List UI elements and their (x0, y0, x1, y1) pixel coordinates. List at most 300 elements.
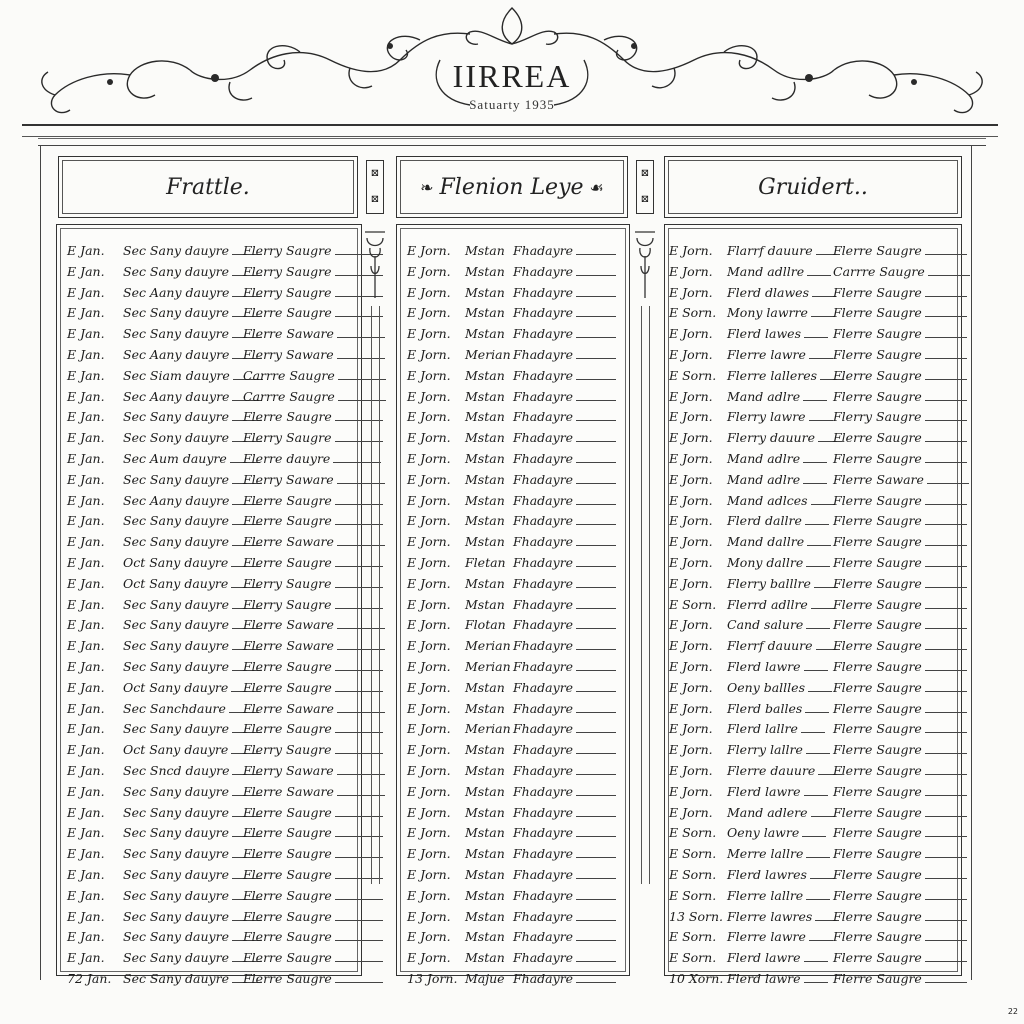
ledger-row (57, 680, 361, 700)
ledger-entry: Mstan (465, 284, 505, 300)
ledger-note: Fhadayre (513, 617, 616, 632)
ledger-entry: Sec Sany dauyre (123, 264, 262, 279)
ledger-note: Fhadayre (513, 576, 616, 591)
ledger-row (57, 513, 361, 533)
ledger-entry: Sec Sany dauyre (123, 659, 262, 674)
ledger-note: Flerre Saugre (833, 659, 967, 674)
ledger-row (665, 451, 961, 471)
ledger-note: Fhadayre (513, 472, 616, 487)
ledger-date: E Jorn. (407, 721, 451, 737)
ledger-entry: Flerre lalleres (727, 368, 844, 383)
ledger-date: E Jan. (67, 555, 105, 570)
ledger-row (397, 680, 629, 700)
ledger-entry: Sec Sany dauyre (123, 846, 262, 861)
ledger-row (57, 825, 361, 845)
page-subtitle: Satuarty 1935 (469, 97, 555, 112)
ledger-date: E Sorn. (669, 929, 717, 945)
ledger-date: E Jan. (67, 783, 105, 799)
ledger-entry: Mstan (465, 534, 505, 550)
ledger-entry: Flerd lawes (727, 326, 828, 341)
ledger-row (397, 285, 629, 305)
ledger-entry: Oct Sany dauyre (123, 680, 261, 695)
ledger-note: Flerre Saugre (833, 971, 967, 986)
ledger-note: Flerre Saugre (243, 493, 383, 508)
ledger-date: E Sorn. (669, 867, 717, 882)
ledger-row (665, 305, 961, 325)
ledger-note: Flerre Saugre (833, 368, 967, 383)
ledger-entry: Oct Sany dauyre (123, 555, 261, 570)
ledger-entry: Mstan (465, 305, 505, 321)
ledger-row (665, 846, 961, 866)
ledger-entry: Flerre lawre (727, 929, 833, 944)
ledger-date: E Jan. (67, 679, 105, 695)
ledger-entry: Mstan (465, 430, 505, 446)
page-number: 22 (1007, 1007, 1018, 1016)
ledger-date: E Sorn. (669, 305, 717, 321)
ledger-row (57, 971, 361, 991)
ledger-date: E Jan. (67, 721, 105, 737)
ledger-note: Flerry Saugre (243, 285, 383, 300)
ledger-date: E Jan. (67, 950, 105, 966)
ledger-note: Fhadayre (513, 763, 616, 778)
ledger-row (665, 347, 961, 367)
ledger-date: E Jorn. (407, 367, 451, 383)
ledger-row (57, 305, 361, 325)
ledger-row (57, 638, 361, 658)
ledger-date: E Jan. (67, 326, 105, 342)
ledger-date: E Jorn. (407, 263, 451, 279)
ledger-date: E Jan. (67, 347, 105, 362)
ledger-entry: Sec Sany dauyre (123, 805, 262, 820)
flourish-left-icon: ❧ (420, 177, 434, 197)
ledger-row (57, 950, 361, 970)
ledger-note: Fhadayre (513, 326, 616, 341)
ledger-entry: Mand adlre (727, 451, 827, 466)
ledger-date: E Jorn. (407, 471, 451, 487)
ledger-date: E Jorn. (407, 908, 451, 924)
ledger-row (665, 971, 961, 991)
ledger-note: Flerry Saware (243, 472, 385, 487)
ledger-entry: Sec Sany dauyre (123, 597, 262, 612)
ledger-entry: Majue (465, 971, 505, 986)
ledger-date: E Jorn. (407, 783, 451, 799)
ledger-note: Flerre Saugre (833, 805, 967, 820)
ledger-row (397, 472, 629, 492)
ledger-row (397, 659, 629, 679)
ledger-note: Fhadayre (513, 409, 616, 424)
ledger-row (397, 721, 629, 741)
ledger-row (397, 825, 629, 845)
ledger-row (57, 929, 361, 949)
ledger-note: Flerre Saugre (243, 909, 383, 924)
ledger-date: E Jorn. (407, 326, 451, 342)
ledger-note: Flerre Saugre (833, 555, 967, 570)
ledger-note: Flerre Saugre (243, 305, 383, 320)
ledger-row (57, 555, 361, 575)
ledger-row (397, 576, 629, 596)
ledger-entry: Merian (465, 347, 511, 362)
ledger-date: E Jorn. (407, 679, 451, 695)
ledger-date: 13 Jorn. (407, 971, 458, 986)
ledger-entry: Mand adlre (727, 472, 827, 487)
ledger-entry: Flerd balles (727, 701, 829, 716)
ledger-note: Fhadayre (513, 451, 616, 466)
ledger-row (397, 701, 629, 721)
ledger-date: E Jorn. (407, 867, 451, 882)
ledger-entry: Mstan (465, 867, 505, 882)
ledger-note: Flerre Saugre (243, 846, 383, 861)
ledger-row (57, 472, 361, 492)
ledger-entry: Sec Sany dauyre (123, 617, 262, 632)
ledger-date: E Jorn. (669, 555, 713, 570)
ledger-entry: Flerry dauure (727, 430, 842, 445)
ledger-row (665, 701, 961, 721)
ledger-note: Flerre Saware (243, 701, 385, 716)
pillar-2 (632, 226, 658, 974)
ledger-date: E Jan. (67, 659, 105, 674)
ledger-row (397, 513, 629, 533)
ledger-date: 13 Sorn. (669, 908, 723, 924)
ledger-row (57, 763, 361, 783)
ledger-entry: Mand adlere (727, 805, 835, 820)
ledger-note: Flerre Saugre (243, 929, 383, 944)
ledger-note: Flerry Saugre (243, 597, 383, 612)
ledger-date: E Jan. (67, 846, 105, 862)
ledger-row (397, 389, 629, 409)
ledger-row (57, 888, 361, 908)
ledger-row (665, 368, 961, 388)
ledger-note: Fhadayre (513, 493, 616, 508)
ledger-row (397, 534, 629, 554)
ledger-row (665, 742, 961, 762)
ledger-note: Flerre Saugre (833, 430, 967, 445)
ledger-row (57, 534, 361, 554)
ledger-row (665, 680, 961, 700)
ledger-note: Flerre Saugre (833, 909, 967, 924)
ledger-date: E Jorn. (407, 555, 451, 570)
ledger-note: Flerre Saugre (243, 513, 383, 528)
ledger-date: 72 Jan. (67, 971, 112, 986)
ledger-entry: Flerd dallre (727, 513, 829, 528)
ledger-entry: Fletan (465, 555, 506, 570)
ledger-note: Flerre Saugre (833, 701, 967, 716)
capital-ornament-icon (362, 226, 388, 306)
ledger-row (665, 888, 961, 908)
ledger-row (397, 264, 629, 284)
ledger-date: E Jorn. (669, 388, 713, 404)
ledger-row (665, 721, 961, 741)
ledger-row (397, 493, 629, 513)
ledger-note: Fhadayre (513, 347, 616, 362)
ledger-entry: Mstan (465, 679, 505, 695)
ledger-date: E Jorn. (669, 347, 713, 362)
ledger-note: Flerre Saware (243, 326, 385, 341)
ledger-row (665, 326, 961, 346)
ledger-note: Flerre Saugre (243, 888, 383, 903)
ledger-entry: Oct Sany dauyre (123, 576, 261, 591)
ledger-date: E Jorn. (669, 534, 713, 550)
ledger-note: Flerre Saugre (243, 971, 383, 986)
ledger-entry: Flerd lawre (727, 950, 828, 965)
ledger-note: Flerre Saware (243, 534, 385, 549)
ledger-date: E Jorn. (407, 742, 451, 758)
ledger-entry: Mstan (465, 825, 505, 841)
ledger-entry: Sec Sany dauyre (123, 472, 262, 487)
ledger-row (57, 285, 361, 305)
ledger-entry: Oeny ballles (727, 680, 832, 695)
ledger-entry: Flerd lallre (727, 721, 825, 736)
ledger-note: Flerre Saugre (833, 285, 967, 300)
ledger-date: E Jan. (67, 908, 105, 924)
ledger-row (57, 493, 361, 513)
ledger-date: E Jorn. (669, 513, 713, 529)
ledger-entry: Flerre lallre (727, 888, 830, 903)
ledger-row (397, 763, 629, 783)
ledger-entry: Oeny lawre (727, 825, 826, 840)
ledger-note: Flerre Saugre (833, 389, 967, 404)
ledger-date: E Jan. (67, 492, 105, 508)
ledger-entry: Sec Aum dauyre (123, 451, 260, 466)
ledger-row (57, 867, 361, 887)
ledger-note: Fhadayre (513, 555, 616, 570)
side-ornament-2: ⊠ ⊠ (636, 160, 654, 214)
ledger-date: E Jorn. (669, 284, 713, 300)
ledger-entry: Merre lallre (727, 846, 830, 861)
ledger-note: Fhadayre (513, 534, 616, 549)
ledger-entry: Flerrf dauure (727, 638, 840, 653)
ledger-date: E Jorn. (407, 243, 451, 258)
ledger-row (665, 909, 961, 929)
ledger-note: Fhadayre (513, 597, 616, 612)
ledger-entry: Mstan (465, 846, 505, 862)
ledger-note: Fhadayre (513, 846, 616, 861)
ledger-note: Flerre Saugre (243, 721, 383, 736)
ledger-date: E Jorn. (407, 513, 451, 529)
ledger-note: Fhadayre (513, 867, 616, 882)
ledger-date: E Jorn. (669, 721, 713, 737)
ledger-row (397, 867, 629, 887)
ledger-date: E Jorn. (407, 534, 451, 550)
ledger-row (57, 430, 361, 450)
ledger-column-1 (56, 224, 362, 986)
ledger-entry: Merian (465, 659, 511, 674)
capital-ornament-icon (632, 226, 658, 306)
ledger-note: Flerre Saugre (833, 950, 967, 965)
ledger-date: E Sorn. (669, 846, 717, 862)
ledger-date: E Jorn. (407, 284, 451, 300)
section-header-3 (664, 156, 962, 218)
ledger-date: E Jorn. (407, 700, 451, 716)
ledger-entry: Flerrd adllre (727, 597, 835, 612)
ledger-entry: Sec Sany dauyre (123, 825, 262, 840)
ledger-note: Flerre Saugre (833, 680, 967, 695)
ledger-date: E Jorn. (407, 950, 451, 966)
ledger-note: Flerre Saugre (833, 576, 967, 591)
flourish-right-icon: ☙ (589, 177, 604, 197)
ledger-note: Fhadayre (513, 721, 616, 736)
ledger-note: Flerre Saugre (833, 305, 967, 320)
ledger-date: E Jan. (67, 534, 105, 550)
ledger-note: Flerre Saugre (243, 659, 383, 674)
ledger-row (397, 971, 629, 991)
ledger-column-3 (664, 224, 962, 986)
ledger-row (665, 472, 961, 492)
ledger-entry: Oct Sany dauyre (123, 742, 261, 757)
ledger-note: Fhadayre (513, 243, 616, 258)
ledger-note: Flerre Saugre (833, 721, 967, 736)
ledger-note: Flerre Saugre (833, 243, 967, 258)
ledger-row (397, 929, 629, 949)
ledger-entry: Mand adllre (727, 264, 831, 279)
ledger-date: E Jorn. (407, 409, 451, 425)
ledger-note: Fhadayre (513, 285, 616, 300)
section-header-1-label: Frattle. (62, 160, 354, 214)
ledger-entry: Sec Siam dauyre (123, 368, 263, 383)
ledger-entry: Mstan (465, 492, 505, 508)
ledger-entry: Merian (465, 638, 511, 654)
ledger-note: Fhadayre (513, 680, 616, 695)
ledger-date: E Jorn. (407, 846, 451, 862)
ledger-row (397, 909, 629, 929)
ledger-date: E Jan. (67, 638, 105, 654)
ledger-date: 10 Xorn. (669, 971, 724, 986)
ledger-note: Fhadayre (513, 368, 616, 383)
ledger-note: Flerre Saware (243, 784, 385, 799)
ledger-date: E Jorn. (407, 305, 451, 321)
ledger-note: Flerre Saugre (243, 805, 383, 820)
ledger-date: E Jorn. (407, 617, 451, 633)
ledger-row (665, 534, 961, 554)
ledger-note: Fhadayre (513, 888, 616, 903)
ledger-row (397, 243, 629, 263)
ledger-entry: Mstan (465, 575, 505, 591)
ledger-entry: Sec Sany dauyre (123, 971, 262, 986)
ledger-entry: Flerre lawres (727, 909, 839, 924)
ledger-entry: Mstan (465, 742, 505, 758)
ledger-row (665, 555, 961, 575)
ledger-entry: Sec Aany dauyre (123, 347, 262, 362)
ledger-row (665, 805, 961, 825)
ledger-note: Flerre Saugre (833, 867, 967, 882)
ledger-row (665, 950, 961, 970)
ledger-row (665, 513, 961, 533)
ledger-entry: Sec Aany dauyre (123, 285, 262, 300)
ledger-date: E Jorn. (407, 887, 451, 903)
ledger-date: E Jorn. (669, 575, 713, 591)
ledger-date: E Jan. (67, 575, 105, 591)
ledger-entry: Sec Sany dauyre (123, 409, 262, 424)
ledger-entry: Mstan (465, 367, 505, 383)
ledger-date: E Jorn. (669, 804, 713, 820)
ledger-row (57, 846, 361, 866)
ledger-note: Flerry Saugre (243, 742, 383, 757)
ledger-note: Flerre Saugre (833, 825, 967, 840)
ledger-entry: Mstan (465, 763, 505, 778)
ledger-note: Fhadayre (513, 389, 616, 404)
ledger-row (665, 285, 961, 305)
ledger-entry: Sec Sany dauyre (123, 243, 262, 258)
ledger-row (665, 825, 961, 845)
ledger-row (57, 909, 361, 929)
ledger-note: Carrre Saugre (833, 264, 970, 279)
ledger-row (397, 368, 629, 388)
ledger-note: Flerre Saugre (243, 950, 383, 965)
ledger-note: Flerre Saugre (833, 846, 967, 861)
ledger-row (665, 576, 961, 596)
ledger-date: E Jan. (67, 471, 105, 487)
ledger-row (57, 742, 361, 762)
ledger-entry: Sec Sany dauyre (123, 326, 262, 341)
ledger-note: Flerre Saugre (833, 784, 967, 799)
ledger-note: Fhadayre (513, 430, 616, 445)
ledger-row (397, 597, 629, 617)
ledger-row (397, 617, 629, 637)
ledger-entry: Mstan (465, 263, 505, 279)
ledger-entry: Flerry balllre (727, 576, 838, 591)
ledger-date: E Jorn. (407, 347, 451, 362)
ledger-entry: Flerre lawre (727, 347, 833, 362)
ledger-entry: Sec Sncd dauyre (123, 763, 262, 778)
ledger-date: E Jan. (67, 513, 105, 529)
ledger-row (665, 264, 961, 284)
ledger-entry: Sec Sany dauyre (123, 929, 262, 944)
ledger-note: Fhadayre (513, 784, 616, 799)
ledger-row (665, 659, 961, 679)
ledger-row (665, 389, 961, 409)
ledger-note: Fhadayre (513, 305, 616, 320)
ledger-note: Flerre Saugre (833, 929, 967, 944)
ledger-date: E Jan. (67, 700, 105, 716)
ledger-note: Flerry Saware (243, 347, 385, 362)
ledger-note: Flerry Saugre (833, 409, 967, 424)
ledger-date: E Jorn. (407, 492, 451, 508)
ledger-entry: Merian (465, 721, 511, 737)
page-title: IIRREA (452, 58, 572, 94)
ledger-entry: Mstan (465, 929, 505, 945)
ledger-row (397, 950, 629, 970)
ledger-row (57, 576, 361, 596)
ledger-row (57, 368, 361, 388)
ledger-row (57, 721, 361, 741)
ledger-entry: Mstan (465, 513, 505, 529)
ledger-entry: Mstan (465, 471, 505, 487)
ledger-note: Fhadayre (513, 701, 616, 716)
ledger-note: Flerre Saware (833, 472, 969, 487)
ledger-date: E Jorn. (669, 659, 713, 674)
ledger-row (57, 701, 361, 721)
ledger-note: Fhadayre (513, 909, 616, 924)
ledger-row (57, 347, 361, 367)
ledger-row (665, 493, 961, 513)
ledger-row (57, 389, 361, 409)
ledger-row (397, 305, 629, 325)
ledger-date: E Jorn. (407, 451, 451, 466)
ledger-row (57, 784, 361, 804)
section-header-1 (58, 156, 358, 218)
ledger-entry: Flerd dlawes (727, 285, 836, 300)
ledger-row (665, 784, 961, 804)
ledger-entry: Mstan (465, 388, 505, 404)
ledger-entry: Flerd lawres (727, 867, 834, 882)
ledger-note: Flerre Saugre (243, 867, 383, 882)
ledger-row (665, 409, 961, 429)
ledger-row (57, 597, 361, 617)
ledger-note: Fhadayre (513, 742, 616, 757)
ledger-date: E Jorn. (669, 243, 713, 258)
ledger-entry: Flerd lawre (727, 971, 828, 986)
ledger-date: E Jan. (67, 451, 105, 466)
ledger-date: E Jan. (67, 243, 105, 258)
